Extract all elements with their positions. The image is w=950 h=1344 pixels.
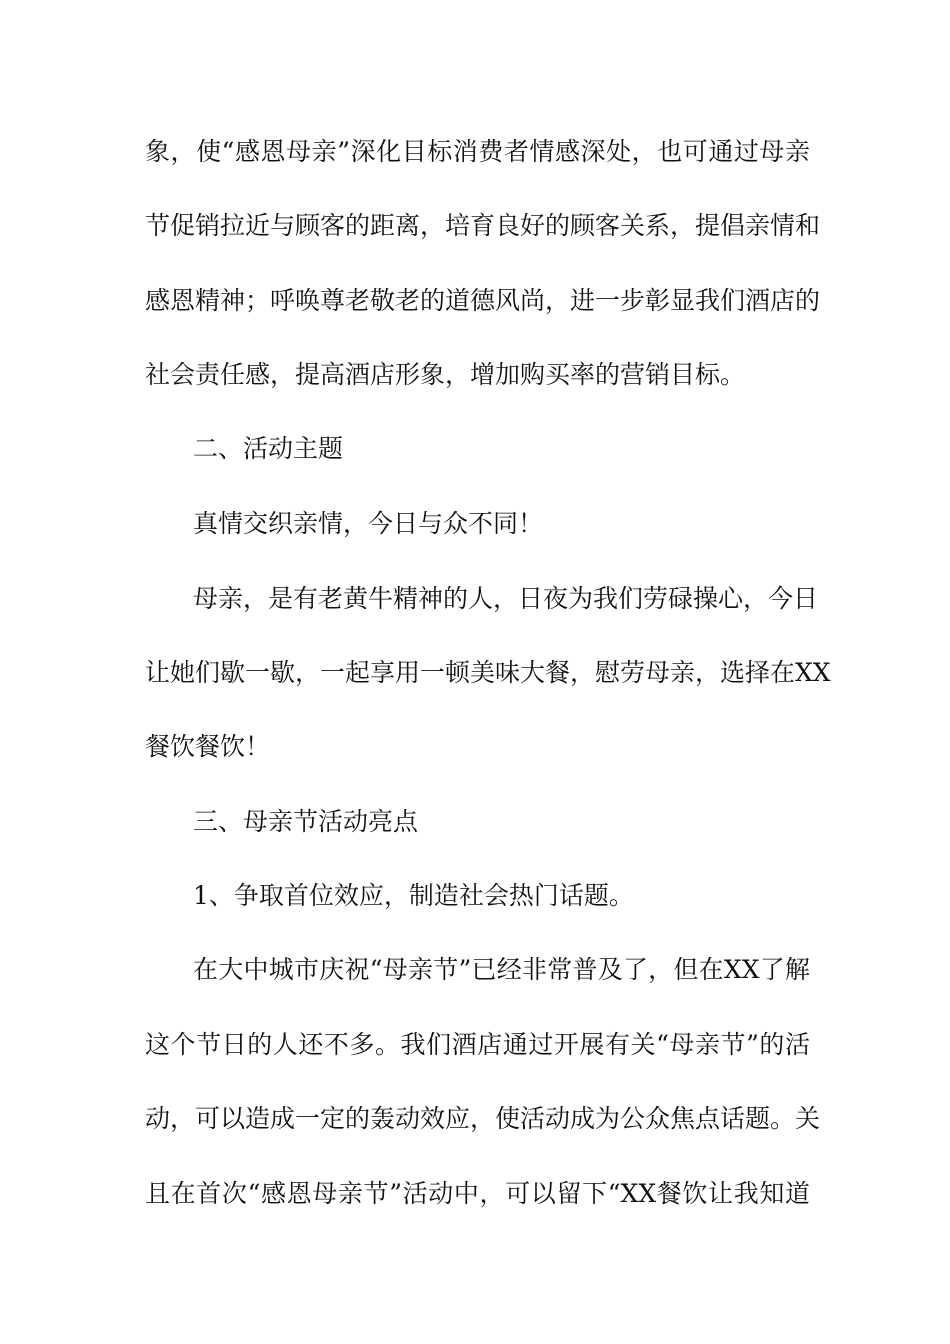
- subsection-heading: 1、争取首位效应，制造社会热门话题。: [193, 881, 634, 910]
- paragraph-line: 节促销拉近与顾客的距离，培育良好的顾客关系，提倡亲情和: [145, 211, 821, 240]
- paragraph-line: 让她们歇一歇，一起享用一顿美味大餐，慰劳母亲，选择在XX: [145, 658, 831, 687]
- section-heading: 三、母亲节活动亮点: [193, 807, 419, 836]
- theme-slogan: 真情交织亲情，今日与众不同！: [193, 509, 544, 538]
- paragraph-line: 象，使“感恩母亲”深化目标消费者情感深处，也可通过母亲: [145, 137, 810, 166]
- paragraph-line: 社会责任感，提高酒店形象，增加购买率的营销目标。: [145, 360, 746, 389]
- paragraph-line: 动，可以造成一定的轰动效应，使活动成为公众焦点话题。关: [145, 1104, 821, 1133]
- paragraph-line: 这个节日的人还不多。我们酒店通过开展有关“母亲节”的活: [145, 1030, 810, 1059]
- paragraph-line: 母亲，是有老黄牛精神的人，日夜为我们劳碌操心，今日: [193, 584, 819, 613]
- paragraph-line: 餐饮餐饮！: [145, 732, 271, 761]
- paragraph-line: 感恩精神；呼唤尊老敬老的道德风尚，进一步彰显我们酒店的: [145, 286, 821, 315]
- paragraph-line: 且在首次“感恩母亲节”活动中，可以留下“XX餐饮让我知道: [145, 1179, 810, 1208]
- section-heading: 二、活动主题: [193, 434, 344, 463]
- paragraph-line: 在大中城市庆祝“母亲节”已经非常普及了，但在XX了解: [193, 955, 810, 984]
